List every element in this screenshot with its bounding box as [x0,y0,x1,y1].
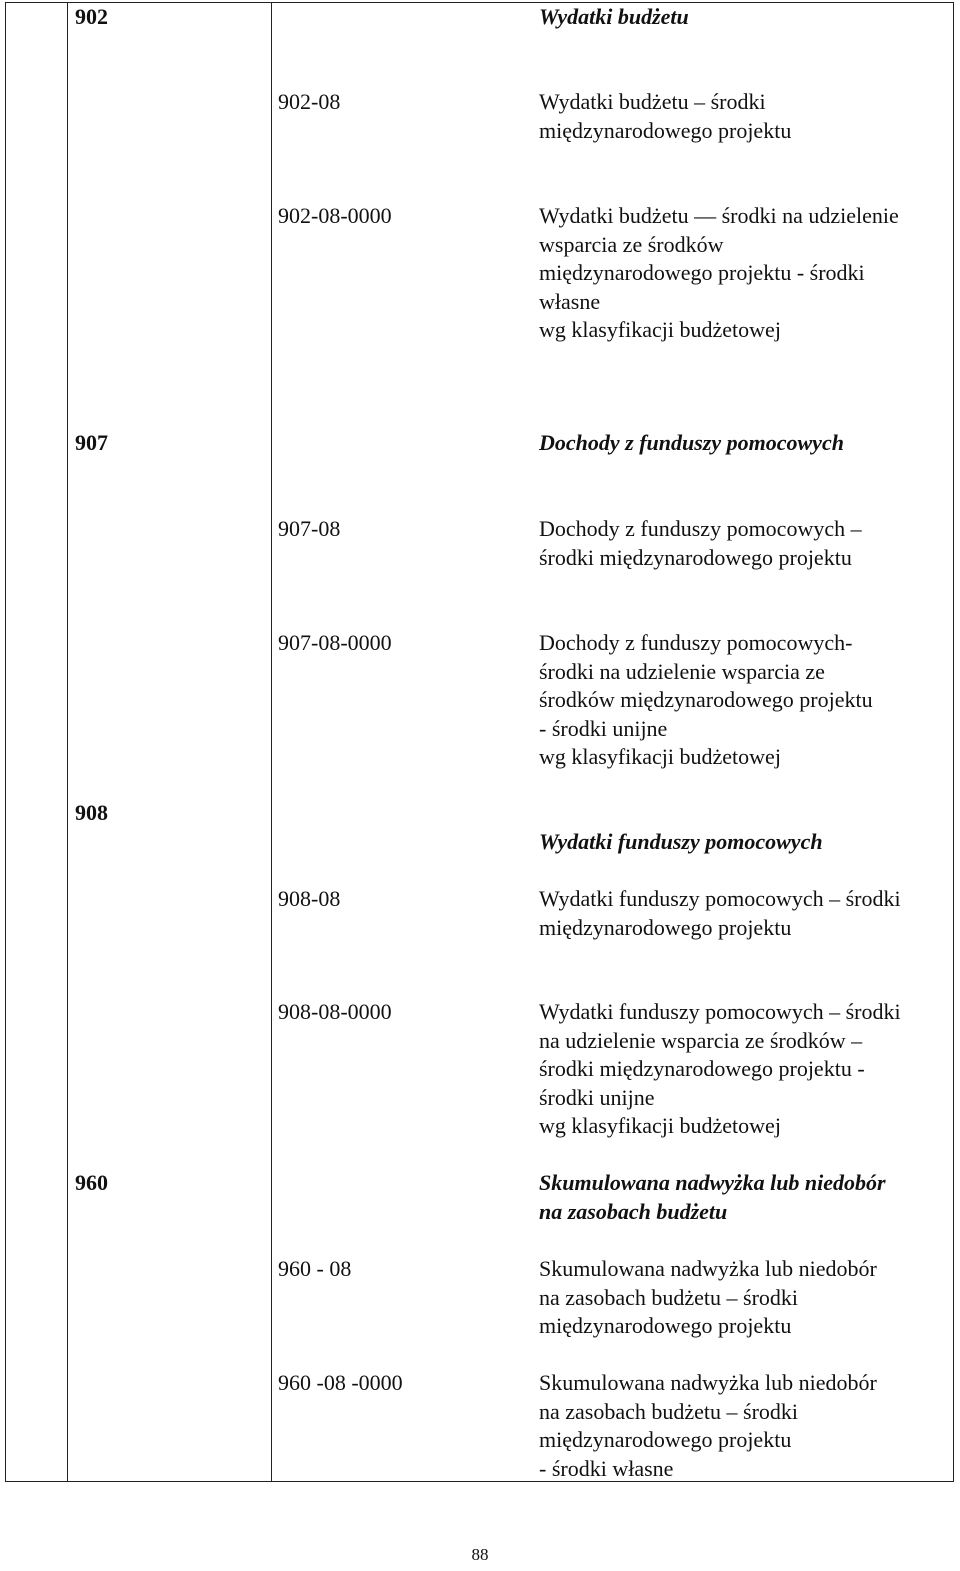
description-line: wg klasyfikacji budżetowej [539,1113,781,1138]
section-title: Skumulowana nadwyżka lub niedobór [539,1170,886,1195]
subcode: 960 -08 -0000 [278,1370,403,1395]
description-line: międzynarodowego projektu [539,117,792,143]
description-line: - środki własne [539,1455,674,1481]
description-line: międzynarodowego projektu [539,914,792,940]
section-title: Dochody z funduszy pomocowych [539,430,844,455]
description-line: Wydatki funduszy pomocowych – środki [539,999,901,1024]
description-line: środki międzynarodowego projektu [539,544,852,570]
description-line: wsparcia ze środków [539,231,724,257]
description-line: międzynarodowego projektu - środki [539,260,865,285]
description-line: środki międzynarodowego projektu - [539,1056,865,1081]
page-number: 88 [471,1545,489,1564]
section-title: Wydatki budżetu [539,4,689,29]
description-line: środki unijne [539,1084,655,1110]
description-line: środków międzynarodowego projektu [539,687,873,712]
description-line: - środki unijne [539,715,668,741]
description-line: Wydatki budżetu — środki na udzielenie [539,203,899,228]
subcode: 907-08-0000 [278,630,392,655]
section-code: 907 [75,430,108,455]
description-line: Skumulowana nadwyżka lub niedobór [539,1370,877,1395]
description-line: Dochody z funduszy pomocowych- [539,630,853,655]
column-divider [67,3,68,1481]
description-line: Wydatki funduszy pomocowych – środki [539,886,901,911]
description-line: własne [539,288,601,314]
column-divider [271,3,272,1481]
description-line: na udzielenie wsparcia ze środków – [539,1027,863,1053]
section-code: 908 [75,800,108,825]
description-line: Wydatki budżetu – środki [539,89,766,114]
section-code: 902 [75,4,108,29]
subcode: 908-08-0000 [278,999,392,1024]
subcode: 902-08 [278,89,341,114]
section-title: na zasobach budżetu [539,1198,728,1224]
subcode: 960 - 08 [278,1256,352,1281]
description-line: Dochody z funduszy pomocowych – [539,516,862,541]
description-line: międzynarodowego projektu [539,1427,792,1452]
subcode: 902-08-0000 [278,203,392,228]
subcode: 908-08 [278,886,341,911]
description-line: wg klasyfikacji budżetowej [539,317,781,342]
description-line: na zasobach budżetu – środki [539,1284,799,1310]
description-line: Skumulowana nadwyżka lub niedobór [539,1256,877,1281]
description-line: międzynarodowego projektu [539,1313,792,1338]
description-line: wg klasyfikacji budżetowej [539,744,781,769]
description-line: środki na udzielenie wsparcia ze [539,658,825,684]
section-title: Wydatki funduszy pomocowych [539,829,823,854]
description-line: na zasobach budżetu – środki [539,1398,799,1424]
section-code: 960 [75,1170,108,1195]
subcode: 907-08 [278,516,341,541]
